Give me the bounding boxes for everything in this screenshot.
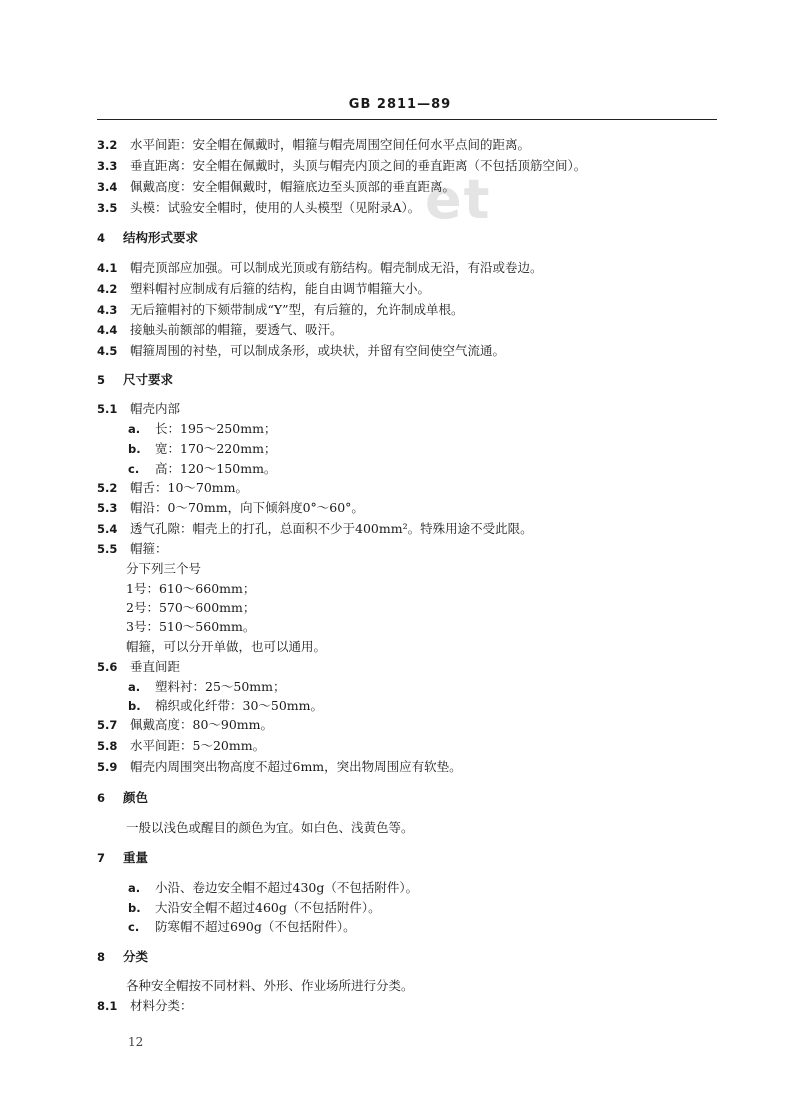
body-text: 一般以浅色或醒目的颜色为宜。如白色、浅黄色等。: [126, 820, 414, 835]
clause-number: 3.4: [97, 180, 118, 194]
clause-text: 帽壳内部: [130, 401, 181, 416]
clause-number: 4.2: [97, 282, 118, 296]
page-number: 12: [128, 1035, 144, 1049]
clause-text: 水平间距：安全帽在佩戴时，帽箍与帽壳周围空间任何水平点间的距离。: [130, 137, 531, 152]
section-number: 4: [97, 231, 106, 245]
clause-text: 塑料帽衬应制成有后箍的结构，能自由调节帽箍大小。: [130, 281, 431, 296]
clause-text: 帽沿：0～70mm，向下倾斜度0°～60°。: [130, 500, 364, 515]
clause-number: 5.7: [97, 718, 118, 732]
item-text: 棉织或化纤带：30～50mm。: [155, 698, 324, 713]
clause-text: 垂直距离：安全帽在佩戴时，头顶与帽壳内顶之间的垂直距离（不包括顶筋空间）。: [130, 158, 587, 173]
clause-text: 帽舌：10～70mm。: [130, 480, 249, 495]
item-text: 宽：170～220mm；: [155, 441, 277, 456]
section-number: 7: [97, 851, 106, 865]
header-rule: [97, 119, 717, 120]
section-title: 重量: [123, 850, 149, 865]
clause-number: 5.5: [97, 542, 118, 556]
body-text: 2号：570～600mm；: [126, 600, 256, 615]
body-text: 1号：610～660mm；: [126, 581, 256, 596]
clause-text: 头模：试验安全帽时，使用的人头模型（见附录A）。: [130, 200, 421, 215]
clause-text: 帽箍：: [130, 541, 168, 556]
clause-text: 透气孔隙：帽壳上的打孔，总面积不少于400mm²。特殊用途不受此限。: [130, 521, 533, 536]
clause-text: 水平间距：5～20mm。: [130, 738, 266, 753]
item-text: 小沿、卷边安全帽不超过430g（不包括附件）。: [155, 880, 419, 895]
clause-text: 佩戴高度：安全帽佩戴时，帽箍底边至头顶部的垂直距离。: [130, 179, 456, 194]
item-text: 高：120～150mm。: [155, 461, 277, 476]
item-text: 塑料衬：25～50mm；: [155, 679, 286, 694]
clause-text: 帽箍周围的衬垫，可以制成条形，或块状，并留有空间使空气流通。: [130, 343, 506, 358]
section-title: 结构形式要求: [123, 230, 199, 245]
body-text: 3号：510～560mm。: [126, 619, 256, 634]
body-text: 分下列三个号: [126, 561, 202, 576]
item-letter: b.: [128, 442, 141, 456]
clause-text: 材料分类：: [130, 998, 193, 1013]
clause-text: 帽壳内周围突出物高度不超过6mm，突出物周围应有软垫。: [130, 759, 462, 774]
clause-number: 5.6: [97, 660, 118, 674]
section-title: 分类: [123, 949, 149, 964]
item-letter: a.: [128, 680, 141, 694]
item-letter: c.: [128, 462, 140, 476]
section-number: 6: [97, 791, 106, 805]
clause-number: 8.1: [97, 999, 118, 1013]
clause-number: 4.3: [97, 303, 118, 317]
item-text: 防寒帽不超过690g（不包括附件）。: [155, 919, 356, 934]
clause-text: 佩戴高度：80～90mm。: [130, 717, 274, 732]
item-letter: b.: [128, 901, 141, 915]
item-letter: b.: [128, 699, 141, 713]
item-letter: c.: [128, 920, 140, 934]
clause-number: 5.8: [97, 739, 118, 753]
standard-header: GB 2811—89: [348, 97, 452, 112]
clause-text: 无后箍帽衬的下颏带制成“Y”型，有后箍的，允许制成单根。: [130, 302, 464, 317]
clause-number: 5.1: [97, 402, 118, 416]
watermark: et: [425, 168, 492, 231]
clause-text: 帽壳顶部应加强。可以制成光顶或有筋结构。帽壳制成无沿，有沿或卷边。: [130, 260, 543, 275]
item-letter: a.: [128, 422, 141, 436]
section-number: 8: [97, 950, 106, 964]
section-title: 尺寸要求: [123, 372, 174, 387]
body-text: 帽箍，可以分开单做，也可以通用。: [126, 639, 327, 654]
clause-number: 5.2: [97, 481, 118, 495]
body-text: 各种安全帽按不同材料、外形、作业场所进行分类。: [126, 978, 414, 993]
clause-number: 3.5: [97, 201, 118, 215]
clause-number: 5.4: [97, 522, 118, 536]
clause-number: 3.3: [97, 159, 118, 173]
item-letter: a.: [128, 881, 141, 895]
section-title: 颜色: [123, 790, 149, 805]
clause-number: 4.5: [97, 344, 118, 358]
clause-number: 5.9: [97, 760, 118, 774]
clause-text: 接触头前额部的帽箍，要透气、吸汗。: [130, 322, 343, 337]
clause-number: 4.4: [97, 323, 118, 337]
section-number: 5: [97, 373, 106, 387]
clause-text: 垂直间距: [130, 659, 181, 674]
item-text: 长：195～250mm；: [155, 421, 277, 436]
clause-number: 3.2: [97, 138, 118, 152]
clause-number: 5.3: [97, 501, 118, 515]
item-text: 大沿安全帽不超过460g（不包括附件）。: [155, 900, 381, 915]
clause-number: 4.1: [97, 261, 118, 275]
